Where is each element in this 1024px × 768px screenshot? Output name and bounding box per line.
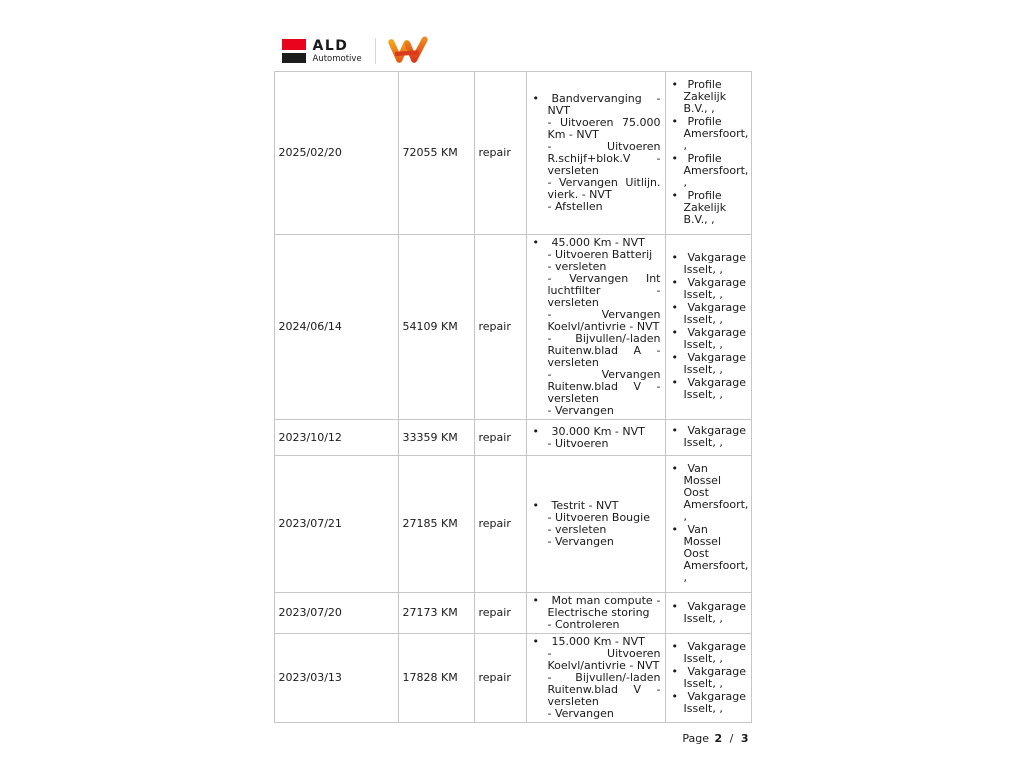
bullet-icon: • (671, 351, 678, 364)
supplier-bullet-item (670, 153, 747, 190)
mileage-cell: 72055 KM (398, 72, 474, 235)
brand-name: ALD (312, 37, 349, 54)
supplier-name: Vakgarage Isselt, , (683, 251, 747, 276)
bullet-icon: • (671, 115, 678, 128)
description-text (548, 237, 661, 417)
description-cell (526, 420, 665, 456)
description-line: - Uitvoeren Koelvl/antivrie - NVT (547, 647, 661, 672)
bullet-icon: • (671, 276, 678, 289)
date-cell: 2023/03/13 (274, 634, 398, 723)
logo-divider (375, 38, 376, 64)
description-line: - Uitvoeren Batterij (547, 248, 653, 261)
page-label: Page (682, 732, 709, 745)
table-row (274, 593, 751, 634)
supplier-bullet-item (670, 116, 747, 153)
description-bullet-item (531, 426, 661, 450)
description-bullet-item (531, 237, 661, 417)
bullet-icon: • (671, 251, 678, 264)
bullet-icon: • (671, 424, 678, 437)
maintenance-history-table (274, 71, 752, 723)
supplier-name: Profile Amersfoort, , (683, 152, 749, 189)
supplier-name: Van Mossel Oost Amersfoort, , (683, 523, 749, 584)
supplier-name: Vakgarage Isselt, , (683, 689, 747, 715)
supplier-cell (665, 72, 751, 235)
table-row (274, 420, 751, 456)
supplier-bullet-item (670, 377, 747, 402)
bullet-icon: • (532, 424, 539, 438)
supplier-cell (665, 235, 751, 420)
repair-type-cell: repair (474, 634, 526, 723)
description-line: - Bijvullen/-laden Ruitenw.blad V - versleten (547, 671, 661, 708)
supplier-bullet-item (670, 190, 747, 227)
description-cell (526, 593, 665, 634)
bullet-icon: • (671, 689, 678, 703)
description-line: - Uitvoeren 75.000 Km - NVT (547, 116, 661, 141)
date-cell: 2024/06/14 (274, 235, 398, 420)
bullet-icon: • (671, 462, 678, 475)
supplier-cell (665, 593, 751, 634)
bullet-icon: • (532, 635, 539, 648)
description-line: - Controleren (547, 618, 620, 631)
description-bullet-item (531, 500, 661, 548)
description-cell (526, 72, 665, 235)
total-pages-number: 3 (740, 732, 749, 745)
mileage-cell: 33359 KM (398, 420, 474, 456)
supplier-bullet-item (670, 79, 747, 116)
ald-logo-text (313, 39, 362, 64)
supplier-name: Vakgarage Isselt, , (683, 276, 747, 301)
ald-logo-black-block (282, 53, 306, 64)
supplier-name: Van Mossel Oost Amersfoort, , (683, 462, 749, 523)
ald-logo-icon (282, 39, 306, 63)
bullet-icon: • (671, 523, 678, 536)
description-line: - Afstellen (547, 200, 603, 213)
bullet-icon: • (532, 236, 539, 249)
supplier-bullet-item (670, 252, 747, 277)
date-cell: 2025/02/20 (274, 72, 398, 235)
van-mossel-w-icon (387, 36, 429, 66)
supplier-bullet-item (670, 302, 747, 327)
supplier-name: Vakgarage Isselt, , (683, 351, 747, 376)
bullet-icon: • (671, 639, 678, 653)
description-bullet-item (531, 636, 661, 720)
table-row (274, 72, 751, 235)
bullet-icon: • (671, 664, 678, 678)
page-separator: / (729, 732, 734, 745)
description-line: - Uitvoeren R.schijf+blok.V - versleten (547, 140, 661, 177)
bullet-icon: • (671, 189, 678, 202)
bullet-icon: • (671, 78, 678, 91)
mileage-cell: 27185 KM (398, 456, 474, 593)
header-logos (282, 36, 751, 66)
supplier-bullet-item (670, 352, 747, 377)
supplier-name: Vakgarage Isselt, , (683, 599, 747, 625)
page-indicator (274, 732, 751, 745)
description-bullet-item (531, 595, 661, 631)
table-row (274, 235, 751, 420)
description-line: Bandvervanging - NVT (547, 92, 661, 117)
bullet-icon: • (671, 599, 678, 613)
description-line: - Vervangen Koelvl/antivrie - NVT (547, 308, 661, 333)
supplier-name: Vakgarage Isselt, , (683, 424, 747, 449)
description-line: Mot man compute - Electrische storing (547, 594, 661, 619)
supplier-bullet-item (670, 666, 747, 691)
bullet-icon: • (671, 152, 678, 165)
description-line: - Vervangen Uitlijn. vierk. - NVT (547, 176, 661, 201)
supplier-name: Profile Zakelijk B.V., , (683, 189, 727, 226)
supplier-cell (665, 456, 751, 593)
supplier-name: Profile Zakelijk B.V., , (683, 78, 727, 115)
bullet-icon: • (532, 499, 539, 512)
supplier-bullet-item (670, 425, 747, 450)
description-line: Testrit - NVT (551, 499, 619, 512)
description-text (548, 93, 661, 213)
supplier-name: Vakgarage Isselt, , (683, 639, 747, 665)
bullet-icon: • (671, 301, 678, 314)
date-cell: 2023/07/21 (274, 456, 398, 593)
bullet-icon: • (671, 376, 678, 389)
description-bullet-item (531, 93, 661, 213)
supplier-name: Vakgarage Isselt, , (683, 664, 747, 690)
mileage-cell: 17828 KM (398, 634, 474, 723)
description-line: - Vervangen (547, 707, 614, 720)
supplier-bullet-item (670, 524, 747, 585)
description-line: - Vervangen Ruitenw.blad V - versleten (547, 368, 661, 405)
supplier-name: Profile Amersfoort, , (683, 115, 749, 152)
mileage-cell: 27173 KM (398, 593, 474, 634)
description-line: - Bijvullen/-laden Ruitenw.blad A - versleten (547, 332, 661, 369)
bullet-icon: • (532, 92, 539, 105)
current-page-number: 2 (714, 732, 723, 745)
description-line: - Vervangen (547, 404, 614, 417)
description-cell (526, 456, 665, 593)
description-cell (526, 235, 665, 420)
brand-subtitle: Automotive (312, 53, 362, 64)
description-line: - Vervangen (547, 535, 614, 548)
supplier-name: Vakgarage Isselt, , (683, 376, 747, 401)
description-text (548, 500, 661, 548)
supplier-bullet-item (670, 463, 747, 524)
description-line: - Uitvoeren Bougie (547, 511, 650, 524)
description-line: 30.000 Km - NVT (551, 424, 645, 438)
description-cell (526, 634, 665, 723)
description-line: - versleten (547, 260, 607, 273)
ald-logo-red-block (282, 39, 306, 50)
supplier-name: Vakgarage Isselt, , (683, 326, 747, 351)
supplier-cell (665, 420, 751, 456)
repair-type-cell: repair (474, 593, 526, 634)
mileage-cell: 54109 KM (398, 235, 474, 420)
description-line: 15.000 Km - NVT (551, 635, 645, 648)
repair-type-cell: repair (474, 420, 526, 456)
description-line: - Vervangen Int luchtfilter - versleten (547, 272, 661, 309)
supplier-cell (665, 634, 751, 723)
supplier-bullet-item (670, 277, 747, 302)
description-text (548, 595, 661, 631)
description-line: 45.000 Km - NVT (551, 236, 645, 249)
bullet-icon: • (532, 594, 539, 607)
repair-type-cell: repair (474, 72, 526, 235)
date-cell: 2023/07/20 (274, 593, 398, 634)
supplier-bullet-item (670, 327, 747, 352)
table-row (274, 634, 751, 723)
repair-type-cell: repair (474, 235, 526, 420)
supplier-bullet-item (670, 601, 747, 626)
description-line: - versleten (547, 523, 607, 536)
description-line: - Uitvoeren (547, 436, 609, 450)
document-page (274, 0, 751, 745)
description-text (548, 426, 661, 450)
description-text (548, 636, 661, 720)
supplier-bullet-item (670, 641, 747, 666)
table-row (274, 456, 751, 593)
repair-type-cell: repair (474, 456, 526, 593)
date-cell: 2023/10/12 (274, 420, 398, 456)
supplier-bullet-item (670, 691, 747, 716)
bullet-icon: • (671, 326, 678, 339)
supplier-name: Vakgarage Isselt, , (683, 301, 747, 326)
